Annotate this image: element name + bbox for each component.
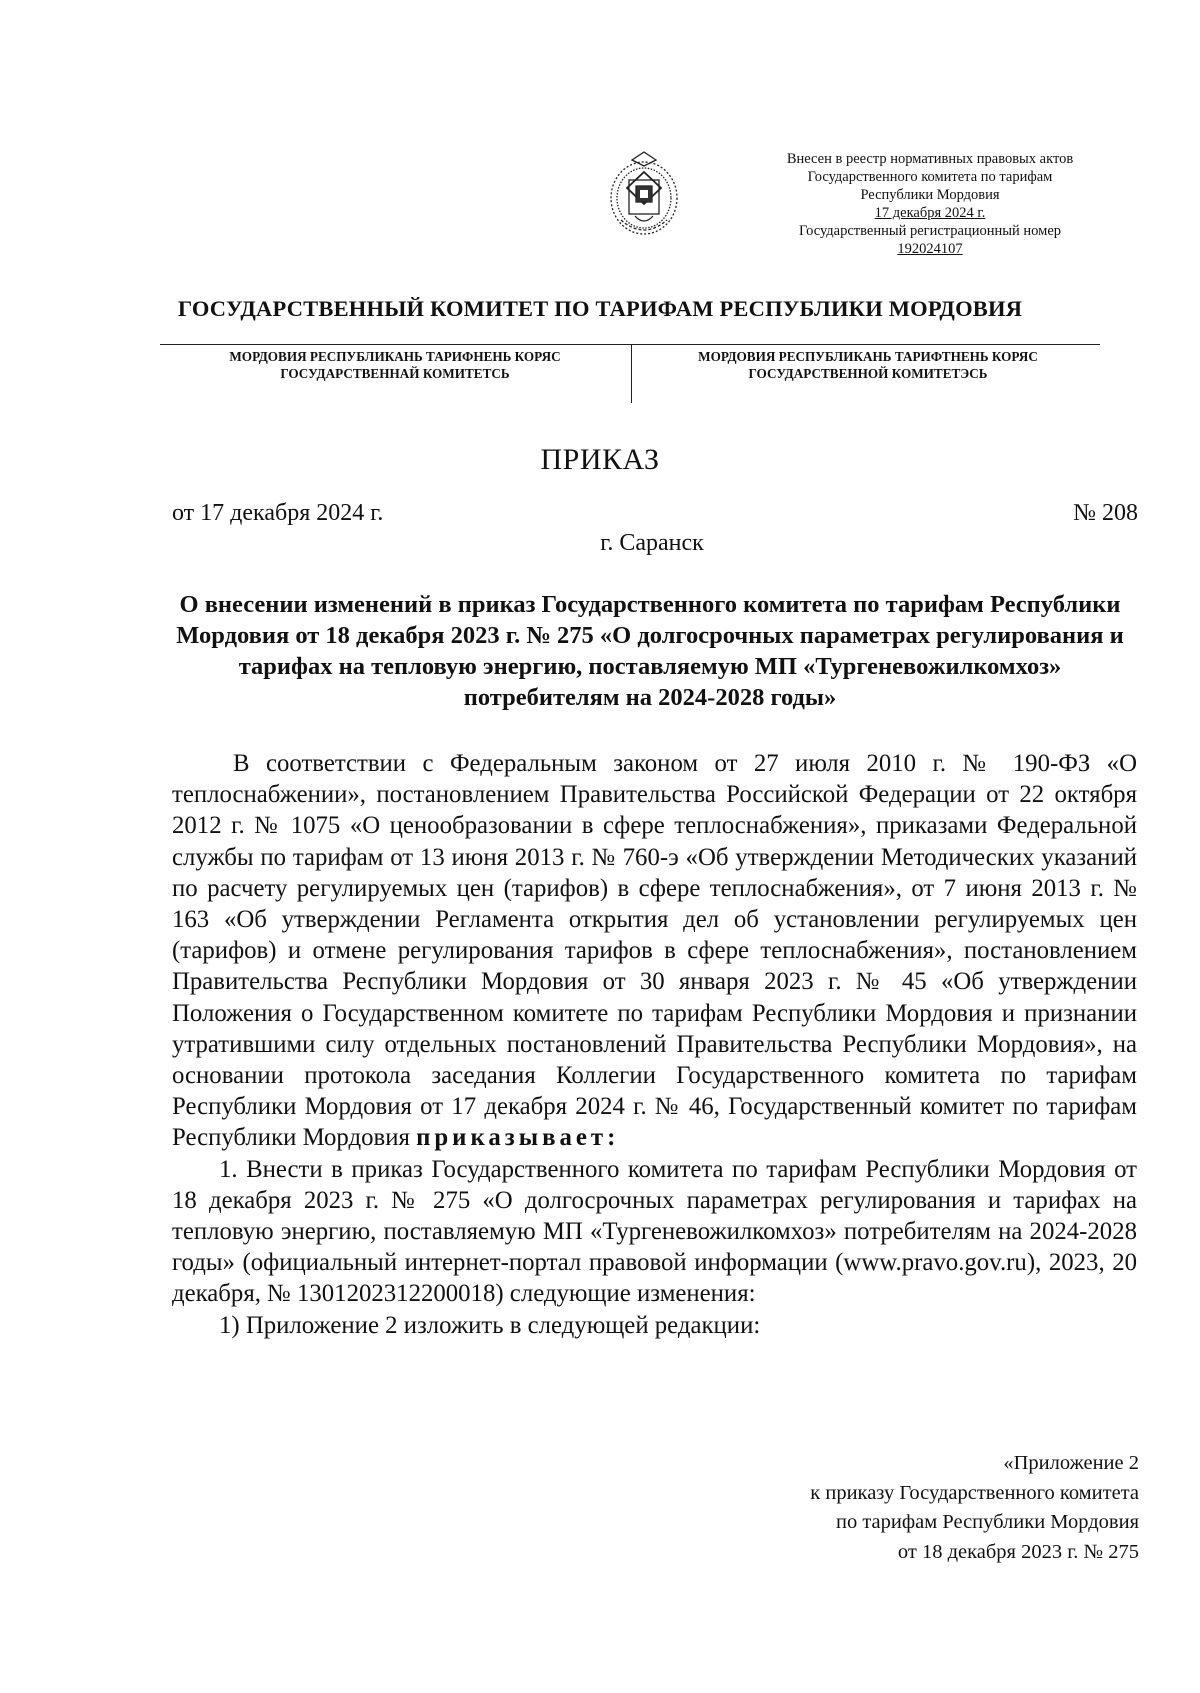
registry-number: 192024107 (897, 241, 963, 257)
committee-name-erzya-line1: МОРДОВИЯ РЕСПУБЛИКАНЬ ТАРИФТНЕНЬ КОРЯС (698, 349, 1038, 364)
registry-stamp (745, 150, 1115, 258)
committee-name-moksha (160, 348, 630, 382)
document-number: № 208 (1073, 500, 1138, 526)
coat-of-arms-emblem (605, 150, 683, 242)
committee-name-moksha-line2: ГОСУДАРСТВЕННАЙ КОМИТЕТСЬ (280, 366, 510, 381)
document-body (172, 748, 1137, 1341)
document-city: г. Саранск (600, 530, 704, 556)
committee-name-erzya (633, 348, 1103, 382)
body-paragraph-item-1: 1. Внести в приказ Государственного комитета по тарифам Республики Мордовия от 18 декабря 2023 г. № 275 «О долгосрочных параметрах регулирования и тарифах на тепловую энергию, поставляемую МП «Тургеневожилкомхоз» потребителям на 2024-2028 годы» (официальный интернет-портал правовой информации (www.pravo.gov.ru), 2023, 20 декабря, № 1301202312200018) следующие изменения: (172, 1155, 1137, 1308)
body-paragraph-preamble (172, 748, 1137, 1154)
registry-line: Внесен в реестр нормативных правовых актов (786, 151, 1074, 167)
appendix-line: «Приложение 2 (1003, 1452, 1139, 1474)
body-paragraph-subitem-1: 1) Приложение 2 изложить в следующей редакции: (219, 1311, 761, 1339)
appendix-line: к приказу Государственного комитета (810, 1481, 1139, 1504)
registry-date: 17 декабря 2024 г. (874, 205, 986, 221)
document-date: от 17 декабря 2024 г. (172, 500, 384, 526)
registry-line: Республики Мордовия (860, 187, 1000, 203)
appendix-line: от 18 декабря 2023 г. № 275 (897, 1540, 1139, 1563)
header-divider-line (160, 344, 1100, 345)
appendix-line: по тарифам Республики Мордовия (835, 1511, 1139, 1533)
committee-name-erzya-line2: ГОСУДАРСТВЕННОЙ КОМИТЕТЭСЬ (748, 366, 988, 381)
registry-number-label: Государственный регистрационный номер (798, 223, 1062, 239)
registry-line: Государственного комитета по тарифам (807, 169, 1053, 185)
orders-keyword: приказывает: (416, 1124, 620, 1152)
appendix-reference (810, 1449, 1139, 1567)
committee-name: ГОСУДАРСТВЕННЫЙ КОМИТЕТ ПО ТАРИФАМ РЕСПУБЛИКИ МОРДОВИЯ (177, 296, 1023, 321)
document-type: ПРИКАЗ (540, 443, 660, 476)
committee-name-moksha-line1: МОРДОВИЯ РЕСПУБЛИКАНЬ ТАРИФНЕНЬ КОРЯС (229, 349, 561, 364)
preamble-text: В соответствии с Федеральным законом от 27 июля 2010 г. № 190-ФЗ «О теплоснабжении», постановлением Правительства Российской Федерации от 22 октября 2012 г. № 1075 «О ценообразовании в сфере теплоснабжения», приказами Федеральной службы по тарифам от 13 июня 2013 г. № 760-э «Об утверждении Методических указаний по расчету регулируемых цен (тарифов) в сфере теплоснабжения», от 7 июня 2013 г. № 163 «Об утверждении Регламента открытия дел об установлении регулируемых цен (тарифов) и отмене регулирования тарифов в сфере теплоснабжения», постановлением Правительства Республики Мордовия от 30 января 2023 г. № 45 «Об утверждении Положения о Государственном комитете по тарифам Республики Мордовия и признании утратившими силу отдельных постановлений Правительства Республики Мордовия», на основании протокола заседания Коллегии Государственного комитета по тарифам Республики Мордовия от 17 декабря 2024 г. № 46, Государственный комитет по тарифам Республики Мордовия (172, 750, 1137, 1152)
header-vertical-divider (631, 345, 632, 403)
order-title: О внесении изменений в приказ Государственного комитета по тарифам Республики Мордовия от 18 декабря 2023 г. № 275 «О долгосрочных параметрах регулирования и тарифах на тепловую энергию, поставляемую МП «Тургеневожилкомхоз» потребителям на 2024-2028 годы» (176, 591, 1124, 711)
